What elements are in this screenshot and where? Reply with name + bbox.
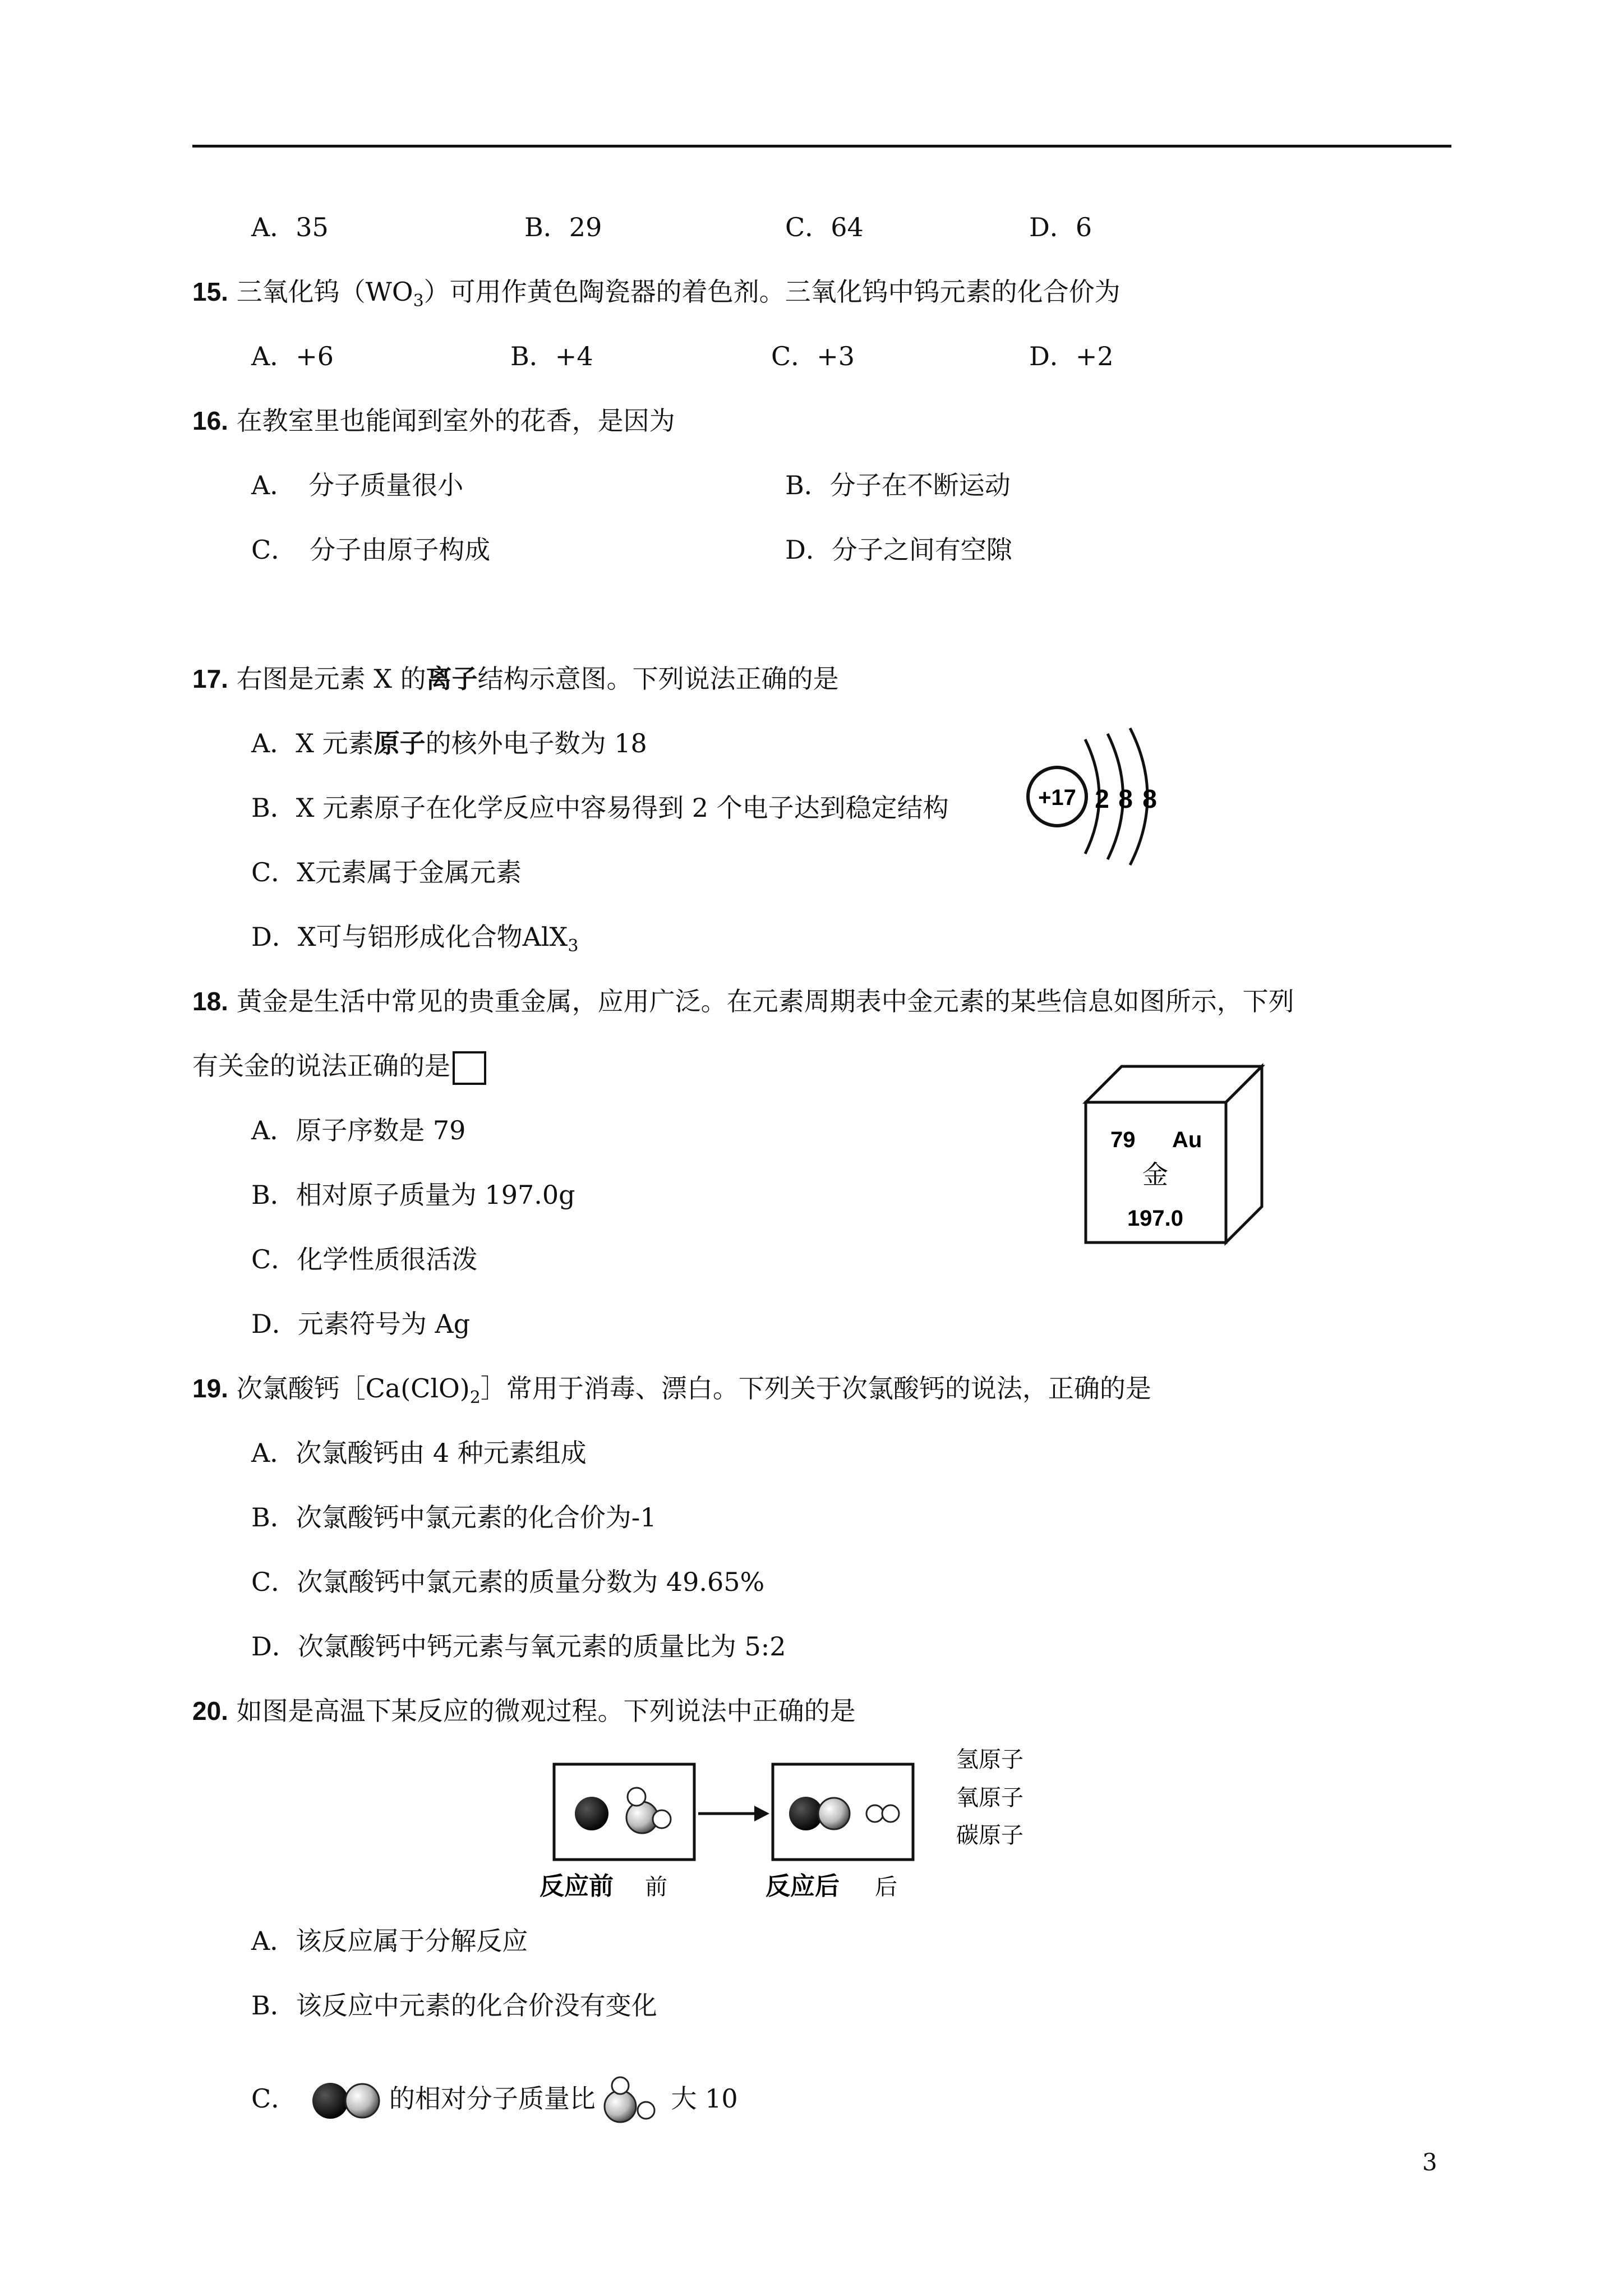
q19-option-d[interactable]: D．次氯酸钙中钙元素与氧元素的质量比为 5:2 [251,1631,786,1662]
legend-oxygen: 氧原子 [956,1785,1023,1811]
q17-stem-a: 右图是元素 X 的 [236,664,426,694]
q17-option-a-bold: 原子 [374,728,426,758]
arrow-head-icon [754,1806,769,1821]
q17-number: 17. [192,664,228,693]
q20-option-c-prefix: C． [251,2083,297,2114]
shell-count-1: 2 [1095,784,1109,813]
header-rule [192,145,1451,148]
q19-stem-b: ］常用于消毒、漂白。下列关于次氯酸钙的说法，正确的是 [480,1373,1151,1404]
q14-option-d[interactable]: D．6 [1029,212,1092,242]
q18-stem-2: 有关金的说法正确的是 [192,1051,450,1081]
q18-stem-line-2 [192,1049,486,1085]
q19-option-b[interactable]: B．次氯酸钙中氯元素的化合价为-1 [251,1502,657,1533]
nucleus-charge: +17 [1038,785,1076,810]
q15-option-b[interactable]: B．+4 [510,341,593,371]
q20-number: 20. [192,1696,228,1726]
q17-stem-b: 结构示意图。下列说法正确的是 [477,664,839,694]
q15-stem [192,275,1121,309]
reaction-diagram [538,1747,1066,1910]
q15-option-c[interactable]: C．+3 [771,341,855,371]
q19-stem-sub: 2 [469,1388,481,1408]
legend-hydrogen: 氢原子 [956,1747,1023,1773]
before-label: 反应前 [540,1872,614,1901]
co-molecule-icon [305,2081,389,2120]
q19-option-a[interactable]: A．次氯酸钙由 4 种元素组成 [251,1438,587,1468]
q16-stem-text: 在教室里也能闻到室外的花香，是因为 [236,406,675,436]
element-symbol: Au [1172,1128,1202,1152]
answer-box[interactable] [453,1051,486,1085]
q20-option-c-mid: 的相对分子质量比 [389,2083,596,2114]
q17-stem [192,662,839,696]
q16-stem [192,404,675,438]
page-number: 3 [1422,2148,1437,2176]
q15-option-d[interactable]: D．+2 [1029,341,1114,371]
periodic-table-cell [1082,1063,1279,1248]
after-ghost-label: 后 [875,1874,897,1900]
water-molecule-icon [603,2076,671,2126]
q17-option-a-1: A．X 元素 [251,728,374,758]
q19-option-c[interactable]: C．次氯酸钙中氯元素的质量分数为 49.65% [251,1567,765,1597]
q15-stem-sub: 3 [413,291,424,311]
q20-option-c[interactable] [251,2076,738,2126]
q18-option-a[interactable]: A．原子序数是 79 [251,1115,466,1145]
q18-option-c[interactable]: C．化学性质很活泼 [251,1244,478,1274]
q16-option-d[interactable]: D．分子之间有空隙 [785,535,1012,565]
q14-option-c[interactable]: C．64 [785,212,864,242]
atomic-mass: 197.0 [1127,1206,1184,1231]
q20-stem-text: 如图是高温下某反应的微观过程。下列说法中正确的是 [236,1696,856,1726]
q18-stem-1: 黄金是生活中常见的贵重金属，应用广泛。在元素周期表中金元素的某些信息如图所示，下列 [236,986,1294,1016]
before-ghost-label: 前 [645,1874,667,1900]
q14-option-a[interactable]: A．35 [251,212,329,242]
q17-option-b[interactable]: B．X 元素原子在化学反应中容易得到 2 个电子达到稳定结构 [251,793,949,823]
q15-stem-a: 三氧化钨（WO [236,277,413,307]
q20-stem [192,1694,856,1728]
q19-stem-a: 次氯酸钙［Ca(ClO) [236,1373,470,1404]
q18-option-b[interactable]: B．相对原子质量为 197.0g [251,1180,575,1210]
q16-option-a[interactable]: A． 分子质量很小 [251,470,464,500]
q18-stem-line-1 [192,984,1294,1018]
carbon-atom [575,1797,608,1830]
q16-number: 16. [192,406,228,435]
hydrogen-atom [628,1788,645,1806]
q15-number: 15. [192,277,228,306]
q20-option-b[interactable]: B．该反应中元素的化合价没有变化 [251,1990,657,2021]
q17-option-a[interactable] [251,726,647,760]
q17-option-a-2: 的核外电子数为 18 [425,728,647,758]
q16-option-b[interactable]: B．分子在不断运动 [785,470,1011,500]
q18-number: 18. [192,987,228,1016]
q15-option-a[interactable]: A．+6 [251,341,334,371]
q19-stem [192,1372,1151,1408]
q16-option-c[interactable]: C． 分子由原子构成 [251,535,491,565]
atomic-number: 79 [1110,1128,1136,1152]
q15-stem-b: ）可用作黄色陶瓷器的着色剂。三氧化钨中钨元素的化合价为 [423,277,1121,307]
q20-option-c-end: 大 10 [671,2083,738,2114]
q17-stem-bold: 离子 [426,664,478,694]
element-name: 金 [1142,1159,1168,1190]
shell-count-3: 8 [1142,784,1157,813]
after-label: 反应后 [766,1872,840,1901]
q19-number: 19. [192,1374,228,1403]
hydrogen-atom [653,1810,671,1828]
hydrogen-atom [866,1805,883,1822]
hydrogen-atom [882,1805,899,1822]
q17-option-d-text: D．X可与铝形成化合物AlX [251,922,568,952]
q20-option-a[interactable]: A．该反应属于分解反应 [251,1926,528,1956]
q17-option-c[interactable]: C．X元素属于金属元素 [251,857,522,887]
ion-structure-diagram [1018,718,1186,869]
shell-count-2: 8 [1118,784,1133,813]
q18-option-d[interactable]: D．元素符号为 Ag [251,1309,471,1339]
oxygen-atom [818,1798,850,1829]
q17-option-d-sub: 3 [568,936,579,956]
legend-carbon: 碳原子 [956,1823,1023,1848]
q14-option-b[interactable]: B．29 [524,212,602,242]
q17-option-d[interactable] [251,920,578,954]
